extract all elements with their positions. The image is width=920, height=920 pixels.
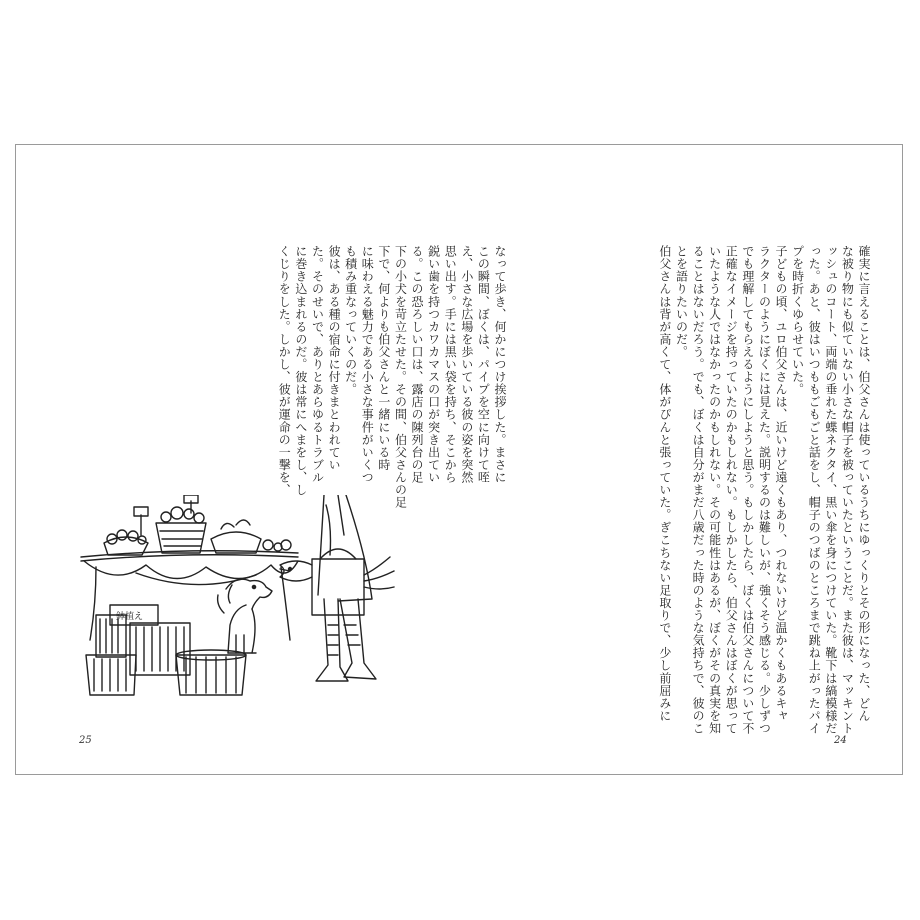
- text-line: 下で、何よりも伯父さんと一緒にいる時: [376, 245, 391, 471]
- book-spread: [15, 144, 903, 775]
- market-stall-illustration: [76, 495, 406, 705]
- text-line: 伯父さんは背が高くて、体がぴんと張っていた。ぎこちない足取りで、少し前屈みに: [657, 245, 672, 722]
- text-line: 思い出す。手には黒い袋を持ち、そこから: [443, 245, 458, 484]
- page-number-right: 24: [834, 735, 847, 746]
- text-line: ッシュのコート、両端の垂れた蝶ネクタイ、黒い傘を身につけていた。靴下は縞模様だ: [823, 245, 838, 735]
- man-with-fish: [280, 495, 394, 681]
- right-page-text: [527, 245, 872, 735]
- text-line: プを時折くゆらせていた。: [790, 245, 805, 396]
- produce-baskets: [104, 495, 291, 555]
- text-line: な被り物にも似ていない小さな帽子を被っていたということだ。また彼は、マッキント: [840, 245, 855, 735]
- text-line: ることはないだろう。でも、ぼくは自分がまだ八歳だった時のような気持ちで、彼のこ: [691, 245, 706, 735]
- text-line: とを語りたいのだ。: [674, 245, 689, 358]
- text-line: ラクターのようにぼくには見えた。説明するのは難しいが、強くそう感じる。少しずつ: [757, 245, 772, 735]
- text-line: 下の小犬を苛立たせた。その間、伯父さんの足: [393, 245, 408, 509]
- text-line: この瞬間、ぼくは、パイプを空に向けて咥: [476, 245, 491, 484]
- text-line: でも理解してもらえるようにしようと思う。もしかしたら、ぼくは伯父さんについて不: [740, 245, 755, 735]
- text-line: った。あと、彼はいつももごもごと話をし、帽子のつばのところまで跳ね上がったパイ: [807, 245, 822, 735]
- page-number-left: 25: [79, 735, 92, 746]
- text-line: 子どもの頃、ユロ伯父さんは、近いけど遠くもあり、つれないけど温かくもあるキャ: [774, 245, 789, 722]
- text-line: え、小さな広場を歩いている彼の姿を突然: [459, 245, 474, 484]
- crates: [86, 605, 246, 695]
- text-line: くじりをした。しかし、彼が運命の一撃を、: [277, 245, 292, 496]
- text-line: いたような人ではなかったのかもしれない。その可能性はあるが、ぼくがその真実を知: [707, 245, 722, 735]
- text-line: 彼は、ある種の宿命に付きまとわれてい: [327, 245, 342, 471]
- text-line: た。そのせいで、ありとあらゆるトラブル: [310, 245, 325, 484]
- text-line: 鋭い歯を持つカワカマスの口が突き出てい: [426, 245, 441, 484]
- text-line: も積み重なっていくのだ。: [343, 245, 358, 396]
- text-line: に巻き込まれるのだ。彼は常にへまをし、し: [293, 245, 308, 496]
- text-line: 正確なイメージを持っていたのかもしれない。もしかしたら、伯父さんはぼくが思って: [724, 245, 739, 735]
- text-line: 確実に言えることは、伯父さんは使っているうちにゆっくりとその形になった、どん: [857, 245, 871, 722]
- text-line: る。この恐ろしい口は、露店の陳列台の足: [410, 245, 425, 484]
- text-line: に味わえる魅力である小さな事件がいくつ: [360, 245, 375, 484]
- dog: [218, 579, 272, 653]
- crate-sign-text: 鉢植え: [116, 612, 144, 622]
- text-line: なって歩き、何かにつけ挨拶した。まさに: [493, 245, 507, 484]
- left-page-text: [82, 245, 508, 509]
